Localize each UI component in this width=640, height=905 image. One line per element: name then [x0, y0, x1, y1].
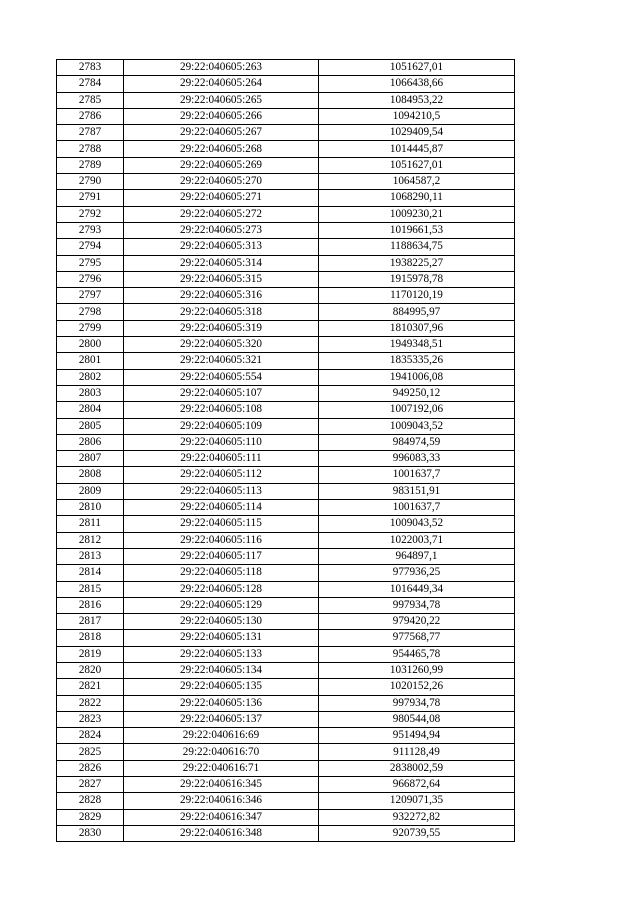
cadastral-number-cell: 29:22:040616:347: [124, 809, 319, 825]
table-row: [57, 614, 515, 630]
value-cell: 1084953,22: [319, 92, 515, 108]
table-row: [57, 418, 515, 434]
row-number-cell: 2789: [57, 157, 124, 173]
value-cell: 1022003,71: [319, 532, 515, 548]
row-number-cell: 2786: [57, 108, 124, 124]
value-cell: 977568,77: [319, 630, 515, 646]
table-row: [57, 271, 515, 287]
table-row: [57, 385, 515, 401]
table-row: [57, 581, 515, 597]
table-row: [57, 646, 515, 662]
table-row: [57, 174, 515, 190]
table-row: [57, 255, 515, 271]
row-number-cell: 2810: [57, 500, 124, 516]
table-row: [57, 565, 515, 581]
cadastral-number-cell: 29:22:040605:320: [124, 337, 319, 353]
cadastral-number-cell: 29:22:040605:113: [124, 483, 319, 499]
value-cell: 1170120,19: [319, 288, 515, 304]
cadastral-number-cell: 29:22:040616:348: [124, 825, 319, 841]
cadastral-number-cell: 29:22:040605:115: [124, 516, 319, 532]
table-row: [57, 125, 515, 141]
value-cell: 954465,78: [319, 646, 515, 662]
row-number-cell: 2804: [57, 402, 124, 418]
value-cell: 1016449,34: [319, 581, 515, 597]
table-row: [57, 662, 515, 678]
cadastral-number-cell: 29:22:040605:321: [124, 353, 319, 369]
row-number-cell: 2785: [57, 92, 124, 108]
cadastral-number-cell: 29:22:040605:118: [124, 565, 319, 581]
table-row: [57, 353, 515, 369]
cadastral-number-cell: 29:22:040605:112: [124, 467, 319, 483]
cadastral-number-cell: 29:22:040616:70: [124, 744, 319, 760]
cadastral-number-cell: 29:22:040605:266: [124, 108, 319, 124]
cadastral-number-cell: 29:22:040605:117: [124, 548, 319, 564]
table-row: [57, 630, 515, 646]
cadastral-number-cell: 29:22:040605:264: [124, 76, 319, 92]
value-cell: 911128,49: [319, 744, 515, 760]
table-row: [57, 60, 515, 76]
row-number-cell: 2811: [57, 516, 124, 532]
table-row: [57, 728, 515, 744]
value-cell: 1949348,51: [319, 337, 515, 353]
value-cell: 1020152,26: [319, 679, 515, 695]
value-cell: 984974,59: [319, 434, 515, 450]
value-cell: 1009043,52: [319, 418, 515, 434]
cadastral-number-cell: 29:22:040605:314: [124, 255, 319, 271]
row-number-cell: 2796: [57, 271, 124, 287]
table-body: [57, 60, 515, 842]
value-cell: 1188634,75: [319, 239, 515, 255]
row-number-cell: 2800: [57, 337, 124, 353]
row-number-cell: 2788: [57, 141, 124, 157]
table-row: [57, 532, 515, 548]
table-row: [57, 679, 515, 695]
row-number-cell: 2817: [57, 614, 124, 630]
row-number-cell: 2822: [57, 695, 124, 711]
table-row: [57, 467, 515, 483]
row-number-cell: 2793: [57, 222, 124, 238]
table-row: [57, 157, 515, 173]
value-cell: 1941006,08: [319, 369, 515, 385]
row-number-cell: 2790: [57, 174, 124, 190]
value-cell: 1051627,01: [319, 60, 515, 76]
value-cell: 1094210,5: [319, 108, 515, 124]
value-cell: 1066438,66: [319, 76, 515, 92]
table-row: [57, 516, 515, 532]
table-row: [57, 320, 515, 336]
cadastral-number-cell: 29:22:040616:71: [124, 760, 319, 776]
row-number-cell: 2807: [57, 451, 124, 467]
cadastral-number-cell: 29:22:040605:116: [124, 532, 319, 548]
row-number-cell: 2819: [57, 646, 124, 662]
row-number-cell: 2816: [57, 597, 124, 613]
cadastral-number-cell: 29:22:040605:313: [124, 239, 319, 255]
table-row: [57, 548, 515, 564]
table-row: [57, 369, 515, 385]
table-row: [57, 288, 515, 304]
row-number-cell: 2809: [57, 483, 124, 499]
row-number-cell: 2820: [57, 662, 124, 678]
value-cell: 997934,78: [319, 597, 515, 613]
table-row: [57, 190, 515, 206]
value-cell: 1209071,35: [319, 793, 515, 809]
table-row: [57, 222, 515, 238]
cadastral-number-cell: 29:22:040616:345: [124, 777, 319, 793]
cadastral-number-cell: 29:22:040605:315: [124, 271, 319, 287]
cadastral-value-table: [56, 59, 515, 842]
value-cell: 980544,08: [319, 711, 515, 727]
table-row: [57, 793, 515, 809]
value-cell: 1031260,99: [319, 662, 515, 678]
cadastral-number-cell: 29:22:040605:263: [124, 60, 319, 76]
row-number-cell: 2802: [57, 369, 124, 385]
value-cell: 1009230,21: [319, 206, 515, 222]
cadastral-number-cell: 29:22:040605:267: [124, 125, 319, 141]
value-cell: 884995,97: [319, 304, 515, 320]
table-row: [57, 744, 515, 760]
value-cell: 951494,94: [319, 728, 515, 744]
cadastral-number-cell: 29:22:040605:270: [124, 174, 319, 190]
cadastral-number-cell: 29:22:040605:265: [124, 92, 319, 108]
value-cell: 979420,22: [319, 614, 515, 630]
value-cell: 920739,55: [319, 825, 515, 841]
value-cell: 1019661,53: [319, 222, 515, 238]
cadastral-number-cell: 29:22:040605:273: [124, 222, 319, 238]
value-cell: 1009043,52: [319, 516, 515, 532]
value-cell: 1915978,78: [319, 271, 515, 287]
cadastral-number-cell: 29:22:040605:128: [124, 581, 319, 597]
value-cell: 949250,12: [319, 385, 515, 401]
cadastral-number-cell: 29:22:040605:114: [124, 500, 319, 516]
table-row: [57, 402, 515, 418]
cadastral-number-cell: 29:22:040616:69: [124, 728, 319, 744]
value-cell: 966872,64: [319, 777, 515, 793]
row-number-cell: 2805: [57, 418, 124, 434]
table-row: [57, 76, 515, 92]
row-number-cell: 2821: [57, 679, 124, 695]
cadastral-number-cell: 29:22:040605:109: [124, 418, 319, 434]
value-cell: 996083,33: [319, 451, 515, 467]
table-row: [57, 825, 515, 841]
row-number-cell: 2808: [57, 467, 124, 483]
row-number-cell: 2815: [57, 581, 124, 597]
cadastral-number-cell: 29:22:040605:135: [124, 679, 319, 695]
cadastral-number-cell: 29:22:040605:554: [124, 369, 319, 385]
value-cell: 1051627,01: [319, 157, 515, 173]
cadastral-number-cell: 29:22:040605:268: [124, 141, 319, 157]
table-row: [57, 451, 515, 467]
row-number-cell: 2787: [57, 125, 124, 141]
row-number-cell: 2814: [57, 565, 124, 581]
table-row: [57, 597, 515, 613]
cadastral-number-cell: 29:22:040605:131: [124, 630, 319, 646]
row-number-cell: 2829: [57, 809, 124, 825]
table-row: [57, 206, 515, 222]
cadastral-number-cell: 29:22:040605:316: [124, 288, 319, 304]
row-number-cell: 2794: [57, 239, 124, 255]
value-cell: 1810307,96: [319, 320, 515, 336]
table-row: [57, 777, 515, 793]
cadastral-number-cell: 29:22:040605:108: [124, 402, 319, 418]
table-row: [57, 304, 515, 320]
value-cell: 1007192,06: [319, 402, 515, 418]
value-cell: 1029409,54: [319, 125, 515, 141]
cadastral-number-cell: 29:22:040605:134: [124, 662, 319, 678]
row-number-cell: 2818: [57, 630, 124, 646]
row-number-cell: 2825: [57, 744, 124, 760]
table-row: [57, 500, 515, 516]
table-row: [57, 337, 515, 353]
row-number-cell: 2812: [57, 532, 124, 548]
cadastral-number-cell: 29:22:040605:318: [124, 304, 319, 320]
cadastral-number-cell: 29:22:040605:136: [124, 695, 319, 711]
cadastral-number-cell: 29:22:040605:271: [124, 190, 319, 206]
value-cell: 1064587,2: [319, 174, 515, 190]
row-number-cell: 2797: [57, 288, 124, 304]
table-row: [57, 711, 515, 727]
row-number-cell: 2799: [57, 320, 124, 336]
value-cell: 1938225,27: [319, 255, 515, 271]
value-cell: 1835335,26: [319, 353, 515, 369]
table-row: [57, 760, 515, 776]
row-number-cell: 2813: [57, 548, 124, 564]
row-number-cell: 2830: [57, 825, 124, 841]
cadastral-number-cell: 29:22:040605:110: [124, 434, 319, 450]
row-number-cell: 2801: [57, 353, 124, 369]
table-row: [57, 483, 515, 499]
value-cell: 1068290,11: [319, 190, 515, 206]
row-number-cell: 2806: [57, 434, 124, 450]
value-cell: 2838002,59: [319, 760, 515, 776]
value-cell: 1001637,7: [319, 467, 515, 483]
cadastral-number-cell: 29:22:040605:137: [124, 711, 319, 727]
table-row: [57, 434, 515, 450]
value-cell: 983151,91: [319, 483, 515, 499]
row-number-cell: 2792: [57, 206, 124, 222]
row-number-cell: 2798: [57, 304, 124, 320]
table-row: [57, 695, 515, 711]
row-number-cell: 2824: [57, 728, 124, 744]
cadastral-number-cell: 29:22:040605:107: [124, 385, 319, 401]
table-row: [57, 141, 515, 157]
value-cell: 1001637,7: [319, 500, 515, 516]
value-cell: 932272,82: [319, 809, 515, 825]
value-cell: 1014445,87: [319, 141, 515, 157]
table-row: [57, 809, 515, 825]
row-number-cell: 2803: [57, 385, 124, 401]
cadastral-number-cell: 29:22:040605:133: [124, 646, 319, 662]
row-number-cell: 2828: [57, 793, 124, 809]
table-row: [57, 108, 515, 124]
cadastral-number-cell: 29:22:040605:130: [124, 614, 319, 630]
table-row: [57, 239, 515, 255]
row-number-cell: 2791: [57, 190, 124, 206]
table-row: [57, 92, 515, 108]
cadastral-number-cell: 29:22:040616:346: [124, 793, 319, 809]
cadastral-number-cell: 29:22:040605:272: [124, 206, 319, 222]
row-number-cell: 2827: [57, 777, 124, 793]
row-number-cell: 2823: [57, 711, 124, 727]
row-number-cell: 2795: [57, 255, 124, 271]
cadastral-number-cell: 29:22:040605:269: [124, 157, 319, 173]
cadastral-number-cell: 29:22:040605:111: [124, 451, 319, 467]
cadastral-number-cell: 29:22:040605:319: [124, 320, 319, 336]
row-number-cell: 2783: [57, 60, 124, 76]
row-number-cell: 2826: [57, 760, 124, 776]
cadastral-number-cell: 29:22:040605:129: [124, 597, 319, 613]
value-cell: 997934,78: [319, 695, 515, 711]
value-cell: 977936,25: [319, 565, 515, 581]
row-number-cell: 2784: [57, 76, 124, 92]
value-cell: 964897,1: [319, 548, 515, 564]
